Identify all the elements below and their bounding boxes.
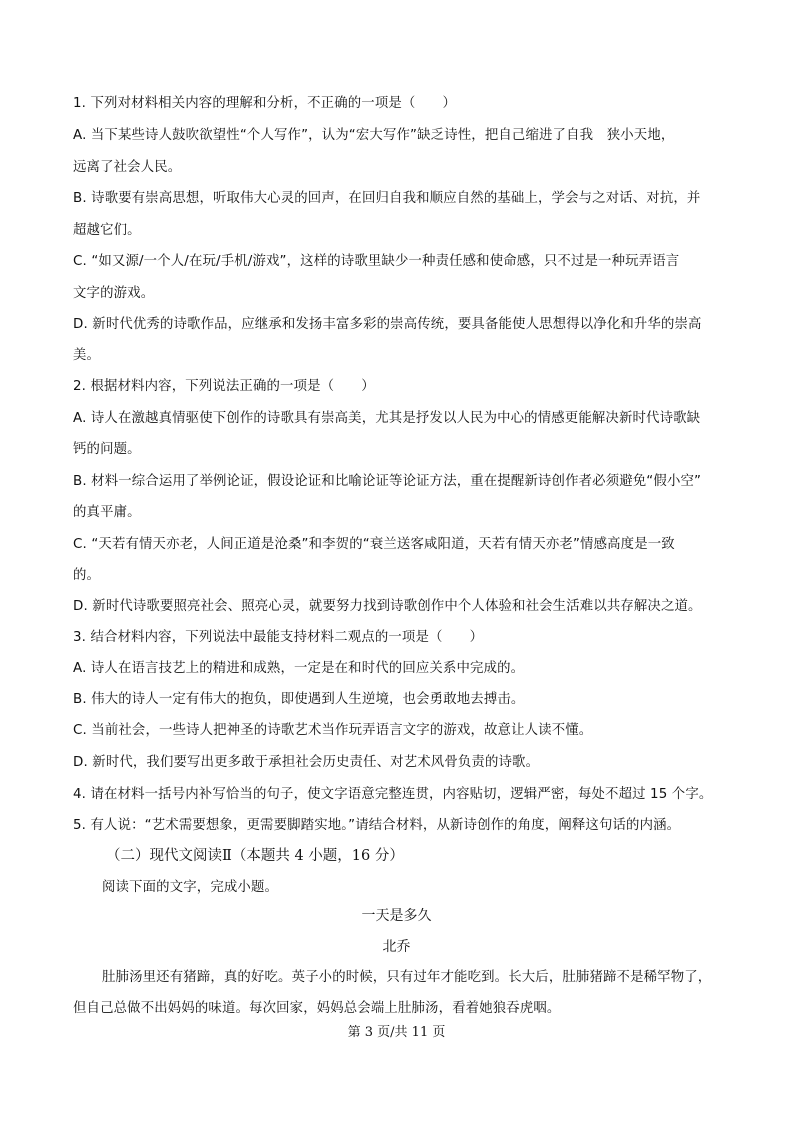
- question-2-stem: 2. 根据材料内容，下列说法正确的一项是（ ）: [73, 379, 375, 394]
- question-3-option-c: C. 当前社会，一些诗人把神圣的诗歌艺术当作玩弄语言文字的游戏，故意让人读不懂。: [73, 723, 593, 738]
- question-2-option-a-cont: 钙的问题。: [73, 442, 141, 457]
- question-2-option-c-cont: 的。: [73, 568, 101, 583]
- question-3-option-a: A. 诗人在语言技艺上的精进和成熟，一定是在和时代的回应关系中完成的。: [73, 661, 525, 676]
- question-2-option-d: D. 新时代诗歌要照亮社会、照亮心灵，就要努力找到诗歌创作中个人体验和社会生活难以共存解决之道。: [73, 599, 702, 614]
- question-1-option-c: C. “如又源/一个人/在玩/手机/游戏”，这样的诗歌里缺少一种责任感和使命感，只不过是一种玩弄语言: [73, 254, 680, 269]
- question-2-option-c: C. “天若有情天亦老，人间正道是沧桑”和李贺的“衰兰送客咸阳道，天若有情天亦老”情感高度是一致: [73, 537, 675, 552]
- question-1-option-b: B. 诗歌要有崇高思想，听取伟大心灵的回声，在回归自我和顺应自然的基础上，学会与之对话、对抗，并: [73, 191, 701, 206]
- question-3-option-b: B. 伟大的诗人一定有伟大的抱负，即使遇到人生逆境，也会勇敢地去搏击。: [73, 692, 525, 707]
- question-2-option-b: B. 材料一综合运用了举例论证，假设论证和比喻论证等论证方法，重在提醒新诗创作者必须避免“假小空”: [73, 474, 702, 489]
- question-1-option-c-cont: 文字的游戏。: [73, 286, 155, 301]
- section-instruction: 阅读下面的文字，完成小题。: [102, 880, 279, 895]
- question-2-option-a: A. 诗人在激越真情驱使下创作的诗歌具有崇高美，尤其是抒发以人民为中心的情感更能解决新时代诗歌缺: [73, 411, 701, 426]
- question-3-stem: 3. 结合材料内容，下列说法中最能支持材料二观点的一项是（ ）: [73, 630, 484, 645]
- article-author: 北乔: [382, 939, 411, 955]
- article-paragraph-1: 肚肺汤里还有猪蹄，真的好吃。英子小的时候，只有过年才能吃到。长大后，肚肺猪蹄不是稀罕物了，: [102, 970, 712, 985]
- question-1-option-b-cont: 超越它们。: [73, 223, 141, 238]
- article-title: 一天是多久: [361, 908, 432, 924]
- question-3-option-d: D. 新时代，我们要写出更多敢于承担社会历史责任、对艺术风骨负责的诗歌。: [73, 755, 540, 770]
- page-number: 第 3 页/共 11 页: [347, 1025, 446, 1040]
- question-4: 4. 请在材料一括号内补写恰当的句子，使文字语意完整连贯，内容贴切，逻辑严密，每处不超过 15 个字。: [73, 787, 713, 802]
- question-1-option-a-cont: 远离了社会人民。: [73, 160, 182, 175]
- section-heading: （二）现代文阅读Ⅱ（本题共 4 小题，16 分）: [106, 848, 404, 864]
- article-paragraph-1-cont: 但自己总做不出妈妈的味道。每次回家，妈妈总会端上肚肺汤，看着她狼吞虎咽。: [73, 1001, 561, 1016]
- question-5: 5. 有人说：“艺术需要想象，更需要脚踏实地。”请结合材料，从新诗创作的角度，阐释这句话的内涵。: [73, 818, 681, 833]
- question-1-option-d: D. 新时代优秀的诗歌作品，应继承和发扬丰富多彩的崇高传统，要具备能使人思想得以净化和升华的崇高: [73, 317, 702, 332]
- question-2-option-b-cont: 的真平庸。: [73, 505, 141, 520]
- question-1-option-d-cont: 美。: [73, 348, 101, 363]
- question-1-stem: 1. 下列对材料相关内容的理解和分析，不正确的一项是（ ）: [73, 96, 457, 111]
- question-1-option-a: A. 当下某些诗人鼓吹欲望性“个人写作”，认为“宏大写作”缺乏诗性，把自己缩进了自我 狭小天地，: [73, 128, 675, 143]
